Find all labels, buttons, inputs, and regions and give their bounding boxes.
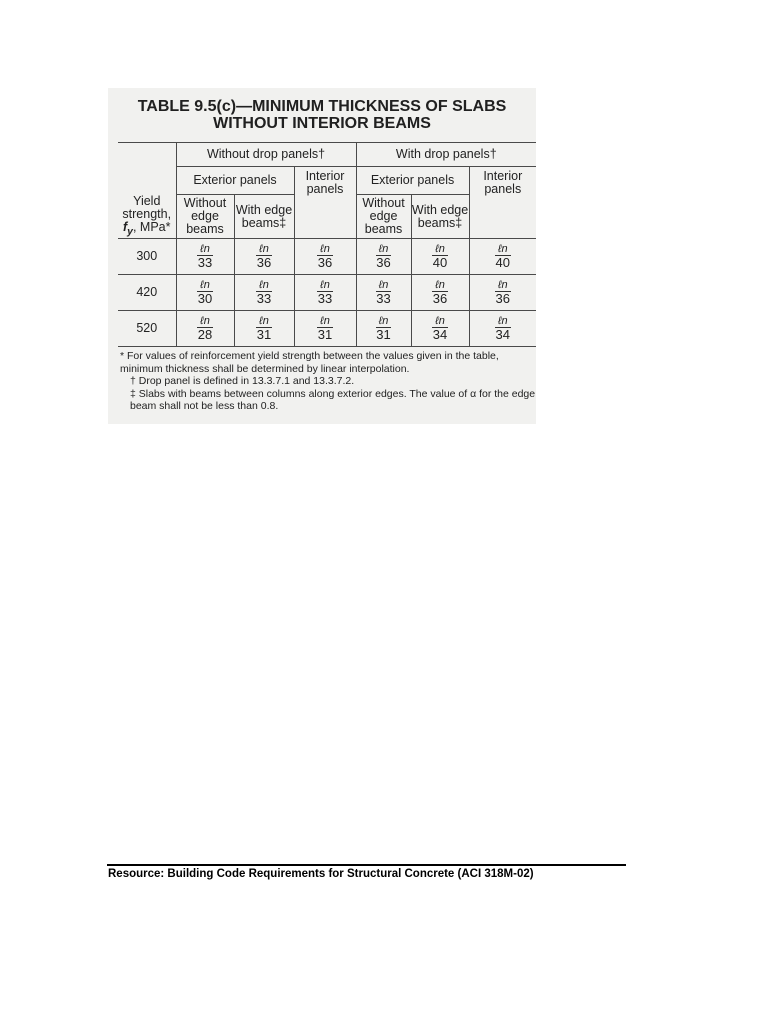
header-interior-panels-1: Interior panels	[294, 167, 356, 239]
thickness-cell	[469, 311, 536, 347]
header-without-drop-panels: Without drop panels†	[176, 143, 356, 167]
yield-value-cell: 300	[118, 239, 176, 275]
span-over-ratio	[432, 315, 448, 342]
fraction-numerator: ℓn	[376, 279, 392, 292]
header-with-edge-beams-1: With edge beams‡	[234, 195, 294, 239]
resource-citation: Resource: Building Code Requirements for Structural Concrete (ACI 318M-02)	[108, 868, 534, 880]
span-over-ratio	[376, 279, 392, 306]
fraction-denominator: 36	[317, 255, 333, 270]
span-over-ratio	[256, 315, 272, 342]
footer-rule	[107, 864, 626, 866]
header-without-edge-beams-1: Without edge beams	[176, 195, 234, 239]
fraction-denominator: 36	[376, 255, 391, 270]
note-dagger: † Drop panel is defined in 13.3.7.1 and 13.3.7.2.	[130, 375, 355, 387]
span-over-ratio	[256, 243, 272, 270]
span-over-ratio	[197, 243, 213, 270]
fraction-denominator: 40	[432, 255, 448, 270]
fraction-numerator: ℓn	[317, 279, 333, 292]
fraction-numerator: ℓn	[197, 279, 213, 292]
fraction-numerator: ℓn	[432, 315, 448, 328]
fraction-denominator: 31	[317, 327, 333, 342]
corner-cell-2	[118, 167, 176, 195]
yield-strength-label: Yield strength, $f_y$, MPa*	[118, 195, 176, 239]
yield-label-prefix: Yield strength,	[122, 193, 172, 221]
header-interior-panels-2: Interior panels	[469, 167, 536, 239]
thickness-cell	[294, 239, 356, 275]
fraction-numerator: ℓn	[256, 315, 272, 328]
fraction-denominator: 33	[317, 291, 333, 306]
fraction-denominator: 40	[495, 255, 511, 270]
yield-symbol: $f_y$	[123, 219, 133, 237]
span-over-ratio	[495, 315, 511, 342]
fraction-denominator: 36	[256, 255, 272, 270]
fraction-denominator: 31	[256, 327, 272, 342]
table-title-line-1: TABLE 9.5(c)—MINIMUM THICKNESS OF SLABS	[137, 98, 507, 115]
span-over-ratio	[376, 315, 392, 342]
fraction-denominator: 36	[432, 291, 448, 306]
span-over-ratio	[317, 315, 333, 342]
header-exterior-panels-2: Exterior panels	[356, 167, 469, 195]
fraction-denominator: 31	[376, 327, 391, 342]
yield-value-cell: 520	[118, 311, 176, 347]
fraction-numerator: ℓn	[376, 243, 392, 256]
fraction-numerator: ℓn	[256, 243, 272, 256]
thickness-cell	[176, 239, 234, 275]
thickness-cell	[356, 239, 411, 275]
fraction-numerator: ℓn	[317, 315, 333, 328]
thickness-cell	[469, 239, 536, 275]
table-notes	[120, 350, 536, 413]
thickness-cell	[176, 275, 234, 311]
table-title-line-2: WITHOUT INTERIOR BEAMS	[213, 115, 431, 132]
fraction-denominator: 34	[495, 327, 511, 342]
thickness-cell	[469, 275, 536, 311]
fraction-numerator: ℓn	[432, 243, 448, 256]
span-over-ratio	[317, 243, 333, 270]
fraction-numerator: ℓn	[495, 279, 511, 292]
note-double-dagger: ‡ Slabs with beams between columns along exterior edges. The value of α for the edge beam shall not be less than 0.8.	[130, 387, 536, 412]
yield-unit: MPa*	[139, 219, 171, 234]
span-over-ratio	[432, 243, 448, 270]
header-with-edge-beams-2: With edge beams‡	[411, 195, 469, 239]
table-row	[118, 239, 536, 275]
fraction-numerator: ℓn	[197, 315, 213, 328]
fraction-denominator: 33	[376, 291, 391, 306]
span-over-ratio	[197, 315, 213, 342]
span-over-ratio	[495, 243, 511, 270]
fraction-numerator: ℓn	[495, 315, 511, 328]
span-over-ratio	[197, 279, 213, 306]
thickness-cell	[411, 311, 469, 347]
span-over-ratio	[432, 279, 448, 306]
header-with-drop-panels: With drop panels†	[356, 143, 536, 167]
table-body	[118, 239, 536, 347]
note-asterisk: * For values of reinforcement yield strength between the values given in the table, minimum thickness shall be determined by linear interpolation.	[120, 350, 499, 375]
thickness-cell	[294, 311, 356, 347]
thickness-cell	[234, 275, 294, 311]
fraction-numerator: ℓn	[376, 315, 392, 328]
span-over-ratio	[317, 279, 333, 306]
corner-cell	[118, 143, 176, 167]
table-title	[108, 98, 536, 132]
fraction-numerator: ℓn	[256, 279, 272, 292]
fraction-denominator: 34	[432, 327, 448, 342]
thickness-cell	[294, 275, 356, 311]
header-exterior-panels-1: Exterior panels	[176, 167, 294, 195]
fraction-denominator: 33	[197, 255, 213, 270]
table-row	[118, 311, 536, 347]
fraction-denominator: 33	[256, 291, 272, 306]
span-over-ratio	[256, 279, 272, 306]
fraction-denominator: 28	[197, 327, 213, 342]
span-over-ratio	[376, 243, 392, 270]
fraction-numerator: ℓn	[197, 243, 213, 256]
fraction-denominator: 30	[197, 291, 213, 306]
thickness-table	[118, 142, 536, 347]
thickness-cell	[356, 311, 411, 347]
fraction-denominator: 36	[495, 291, 511, 306]
fraction-numerator: ℓn	[495, 243, 511, 256]
fraction-numerator: ℓn	[432, 279, 448, 292]
yield-value-cell: 420	[118, 275, 176, 311]
table-scan-image	[108, 88, 536, 424]
thickness-cell	[356, 275, 411, 311]
thickness-cell	[411, 275, 469, 311]
thickness-cell	[234, 311, 294, 347]
table-row	[118, 275, 536, 311]
thickness-cell	[176, 311, 234, 347]
header-without-edge-beams-2: Without edge beams	[356, 195, 411, 239]
thickness-cell	[234, 239, 294, 275]
thickness-cell	[411, 239, 469, 275]
span-over-ratio	[495, 279, 511, 306]
fraction-numerator: ℓn	[317, 243, 333, 256]
